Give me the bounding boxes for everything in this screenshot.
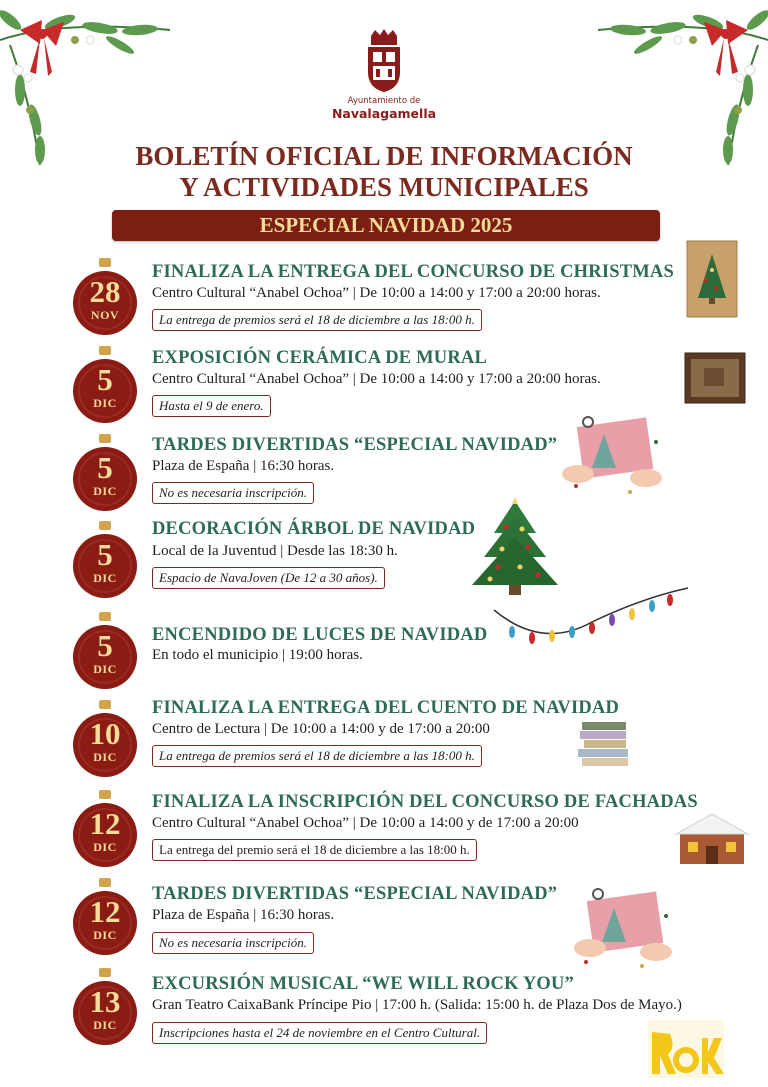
event-info: Gran Teatro CaixaBank Príncipe Pio | 17:00 h. (Salida: 15:00 h. de Plaza Dos de Mayo.) [152,997,682,1013]
date-ornament [70,968,140,1054]
event-note: La entrega de premios será el 18 de diciembre a las 18:00 h. [152,309,482,331]
event-title: FINALIZA LA ENTREGA DEL CUENTO DE NAVIDAD [152,698,620,718]
event-month: DIC [93,928,117,942]
date-ornament [70,612,140,698]
crafts-icon [560,412,664,496]
string-lights-icon [492,580,692,660]
event-note: La entrega del premio será el 18 de diciembre a las 18:00 h. [152,839,477,861]
title-line-2: Y ACTIVIDADES MUNICIPALES [179,172,589,202]
we-will-rock-you-logo [646,1018,726,1080]
ceramic-mural-icon [684,352,746,404]
event-info: Plaza de España | 16:30 horas. [152,458,335,474]
event-info: Centro de Lectura | De 10:00 a 14:00 y de 17:00 a 20:00 [152,721,490,737]
event-info: Centro Cultural “Anabel Ochoa” | De 10:00 a 14:00 y 17:00 a 20:00 horas. [152,371,601,387]
event-title: TARDES DIVERTIDAS “ESPECIAL NAVIDAD” [152,884,558,904]
event-title: FINALIZA LA ENTREGA DEL CONCURSO DE CHRISTMAS [152,262,674,282]
event-title: DECORACIÓN ÁRBOL DE NAVIDAD [152,519,476,539]
date-ornament [70,700,140,786]
event-title: EXPOSICIÓN CERÁMICA DE MURAL [152,348,488,368]
event-month: DIC [93,750,117,764]
event-month: NOV [90,308,120,322]
event-info: Centro Cultural “Anabel Ochoa” | De 10:00 a 14:00 y 17:00 a 20:00 horas. [152,285,601,301]
event-note: Espacio de NavaJoven (De 12 a 30 años). [152,567,385,589]
christmas-card-icon [686,240,738,318]
event-day: 5 [97,537,113,572]
event-info: Plaza de España | 16:30 horas. [152,907,335,923]
event-day: 12 [89,894,121,929]
event-note: No es necesaria inscripción. [152,932,314,954]
snowy-house-icon [674,812,750,866]
event-day: 5 [97,362,113,397]
date-ornament [70,346,140,432]
date-ornament [70,790,140,876]
event-day: 10 [89,716,121,751]
event-month: DIC [93,484,117,498]
event-month: DIC [93,662,117,676]
special-banner: ESPECIAL NAVIDAD 2025 [112,210,660,241]
date-ornament [70,521,140,607]
event-day: 28 [89,274,121,309]
event-month: DIC [93,571,117,585]
event-day: 5 [97,628,113,663]
event-day: 12 [89,806,121,841]
event-note: Hasta el 9 de enero. [152,395,271,417]
event-title: EXCURSIÓN MUSICAL “WE WILL ROCK YOU” [152,974,574,994]
event-info: Centro Cultural “Anabel Ochoa” | De 10:00 a 14:00 y de 17:00 a 20:00 [152,815,579,831]
crafts-icon [570,884,676,970]
event-title: ENCENDIDO DE LUCES DE NAVIDAD [152,625,488,645]
event-month: DIC [93,1018,117,1032]
org-label: Ayuntamiento de [347,96,421,106]
event-title: TARDES DIVERTIDAS “ESPECIAL NAVIDAD” [152,435,558,455]
event-info: En todo el municipio | 19:00 horas. [152,647,363,663]
event-day: 13 [89,984,121,1019]
event-info: Local de la Juventud | Desde las 18:30 h. [152,543,398,559]
date-ornament [70,878,140,964]
town-crest-icon [363,28,405,94]
title-line-1: BOLETÍN OFICIAL DE INFORMACIÓN [135,141,633,171]
date-ornament [70,258,140,344]
date-ornament [70,434,140,520]
event-note: No es necesaria inscripción. [152,482,314,504]
event-note: Inscripciones hasta el 24 de noviembre en el Centro Cultural. [152,1022,487,1044]
org-name: Navalagamella [331,106,437,121]
event-day: 5 [97,450,113,485]
page-title [60,141,708,203]
event-note: La entrega de premios será el 18 de diciembre a las 18:00 h. [152,745,482,767]
book-stack-icon [576,720,632,772]
event-month: DIC [93,396,117,410]
event-month: DIC [93,840,117,854]
event-title: FINALIZA LA INSCRIPCIÓN DEL CONCURSO DE FACHADAS [152,792,698,812]
